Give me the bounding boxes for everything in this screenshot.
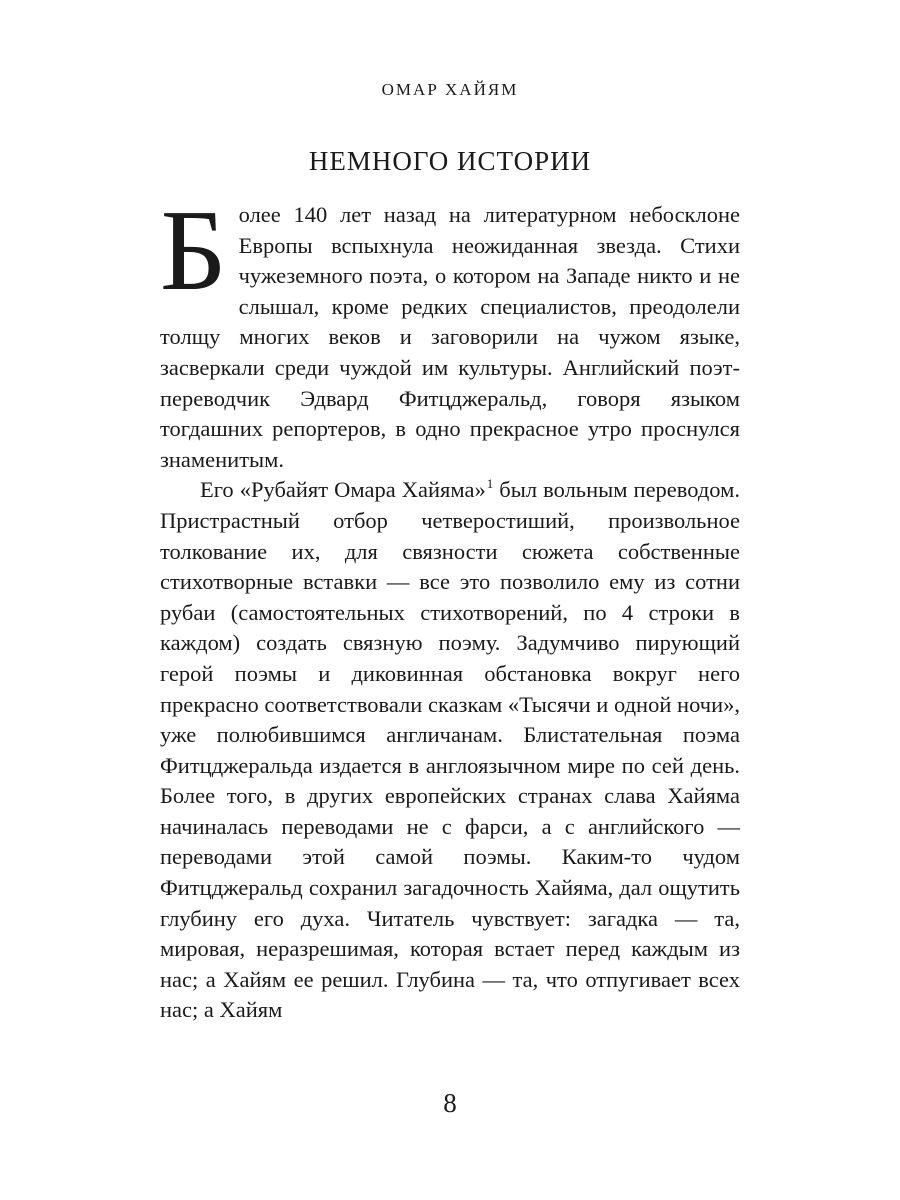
footnote-mark[interactable]: 1: [486, 476, 494, 492]
paragraph-2-text-rest: был вольным переводом. Пристрастный отбор четверостиший, произвольное толкование их, для связности сюжета собственные стихотворные вставки — все это позволило ему из сотни рубаи (самостоятельных стихотворений, по 4 строки в каждом) создать связную поэму. Задумчиво пирующий герой поэмы и диковинная обстановка вокруг него прекрасно соответствовали сказкам «Тысячи и одной ночи», уже полюбившимся англичанам. Блистательная поэма Фитцджеральда издается в англоязычном мире по сей день. Более того, в других европейских странах слава Хайяма начиналась переводами не с фарси, а с английского — переводами этой самой поэмы. Каким-то чудом Фитцджеральд сохранил загадочность Хайяма, дал ощутить глубину его духа. Читатель чувствует: загадка — та, мировая, неразрешимая, которая встает перед каждым из нас; а Хайям ее решил. Глубина — та, что отпугивает всех нас; а Хайям: [160, 477, 740, 1023]
chapter-title: НЕМНОГО ИСТОРИИ: [308, 146, 592, 176]
running-head: ОМАР ХАЙЯМ: [381, 80, 519, 99]
paragraph-2-text-start: Его «Рубайят Омара Хайяма»: [200, 477, 486, 503]
paragraph-2: [160, 475, 740, 1026]
paragraph-1: [160, 187, 740, 475]
paragraph-1-text: олее 140 лет назад на литературном небосклоне Европы вспыхнула неожиданная звезда. Стихи чужеземного поэта, о котором на Западе никто и не слышал, кроме редких специалистов, преодолели толщу многих веков и заговорили на чужом языке, засверкали среди чуждой им культуры. Английский поэт-переводчик Эдвард Фитцджеральд, говоря языком тогдашних репортеров, в одно прекрасное утро проснулся знаменитым.: [160, 202, 740, 472]
body-text: [160, 187, 740, 1026]
page-number: 8: [443, 1088, 457, 1118]
drop-cap: Б: [160, 187, 227, 315]
